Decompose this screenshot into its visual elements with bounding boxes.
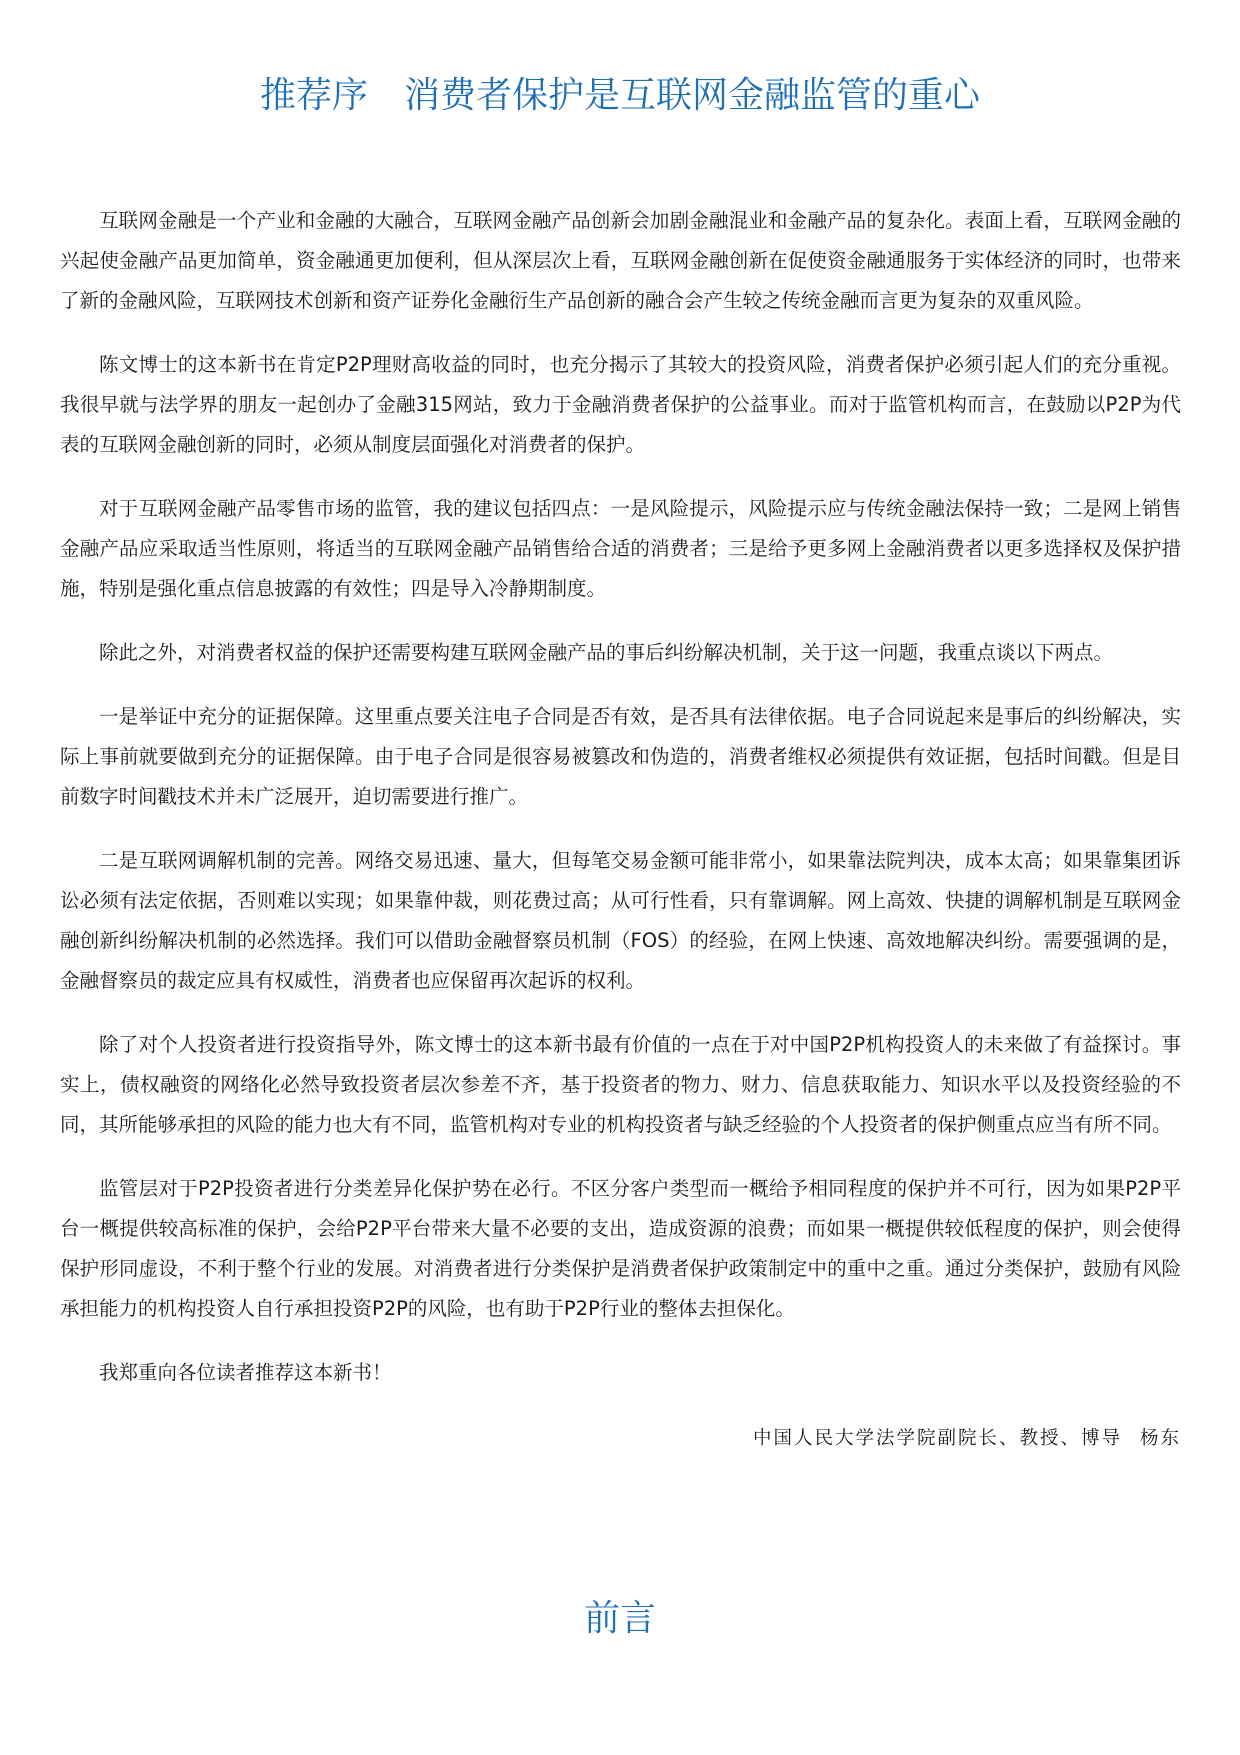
- title-prefix: 推荐序: [259, 75, 368, 116]
- paragraph: 监管层对于P2P投资者进行分类差异化保护势在必行。不区分客户类型而一概给予相同程度的保护并不可行，因为如果P2P平台一概提供较高标准的保护，会给P2P平台带来大量不必要的支出，造成资源的浪费；而如果一概提供较低程度的保护，则会使得保护形同虚设，不利于整个行业的发展。对消费者进行分类保护是消费者保护政策制定中的重中之重。通过分类保护，鼓励有风险承担能力的机构投资人自行承担投资P2P的风险，也有助于P2P行业的整体去担保化。: [60, 1177, 1181, 1320]
- body-text: [60, 201, 1181, 1417]
- paragraph: 对于互联网金融产品零售市场的监管，我的建议包括四点：一是风险提示，风险提示应与传统金融法保持一致；二是网上销售金融产品应采取适当性原则，将适当的互联网金融产品销售给合适的消费者；三是给予更多网上金融消费者以更多选择权及保护措施，特别是强化重点信息披露的有效性；四是导入冷静期制度。: [60, 497, 1181, 600]
- signature-affiliation: 中国人民大学法学院副院长、教授、博导: [752, 1428, 1122, 1449]
- paragraph: 我郑重向各位读者推荐这本新书！: [99, 1361, 392, 1384]
- paragraph: 陈文博士的这本新书在肯定P2P理财高收益的同时，也充分揭示了其较大的投资风险，消费者保护必须引起人们的充分重视。我很早就与法学界的朋友一起创办了金融315网站，致力于金融消费者保护的公益事业。而对于监管机构而言，在鼓励以P2P为代表的互联网金融创新的同时，必须从制度层面强化对消费者的保护。: [60, 353, 1181, 456]
- paragraph: 二是互联网调解机制的完善。网络交易迅速、量大，但每笔交易金额可能非常小，如果靠法院判决，成本太高；如果靠集团诉讼必须有法定依据，否则难以实现；如果靠仲裁，则花费过高；从可行性看，只有靠调解。网上高效、快捷的调解机制是互联网金融创新纠纷解决机制的必然选择。我们可以借助金融督察员机制（FOS）的经验，在网上快速、高效地解决纠纷。需要强调的是，金融督察员的裁定应具有权威性，消费者也应保留再次起诉的权利。: [60, 849, 1181, 992]
- next-section-title: 前言: [583, 1598, 656, 1639]
- page-title: [0, 74, 1240, 118]
- author-signature: [60, 1424, 1181, 1454]
- signature-name: 杨东: [1139, 1428, 1181, 1449]
- paragraph: 除此之外，对消费者权益的保护还需要构建互联网金融产品的事后纠纷解决机制，关于这一问题，我重点谈以下两点。: [99, 641, 1114, 664]
- title-main: 消费者保护是互联网金融监管的重心: [404, 75, 981, 116]
- paragraph: 一是举证中充分的证据保障。这里重点要关注电子合同是否有效，是否具有法律依据。电子合同说起来是事后的纠纷解决，实际上事前就要做到充分的证据保障。由于电子合同是很容易被篡改和伪造的，消费者维权必须提供有效证据，包括时间戳。但是目前数字时间戳技术并未广泛展开，迫切需要进行推广。: [60, 705, 1181, 808]
- paragraph: 互联网金融是一个产业和金融的大融合，互联网金融产品创新会加剧金融混业和金融产品的复杂化。表面上看，互联网金融的兴起使金融产品更加简单，资金融通更加便利，但从深层次上看，互联网金融创新在促使资金融通服务于实体经济的同时，也带来了新的金融风险，互联网技术创新和资产证券化金融衍生产品创新的融合会产生较之传统金融而言更为复杂的双重风险。: [60, 209, 1181, 312]
- paragraph: 除了对个人投资者进行投资指导外，陈文博士的这本新书最有价值的一点在于对中国P2P机构投资人的未来做了有益探讨。事实上，债权融资的网络化必然导致投资者层次参差不齐，基于投资者的物力、财力、信息获取能力、知识水平以及投资经验的不同，其所能够承担的风险的能力也大有不同，监管机构对专业的机构投资者与缺乏经验的个人投资者的保护侧重点应当有所不同。: [60, 1033, 1181, 1136]
